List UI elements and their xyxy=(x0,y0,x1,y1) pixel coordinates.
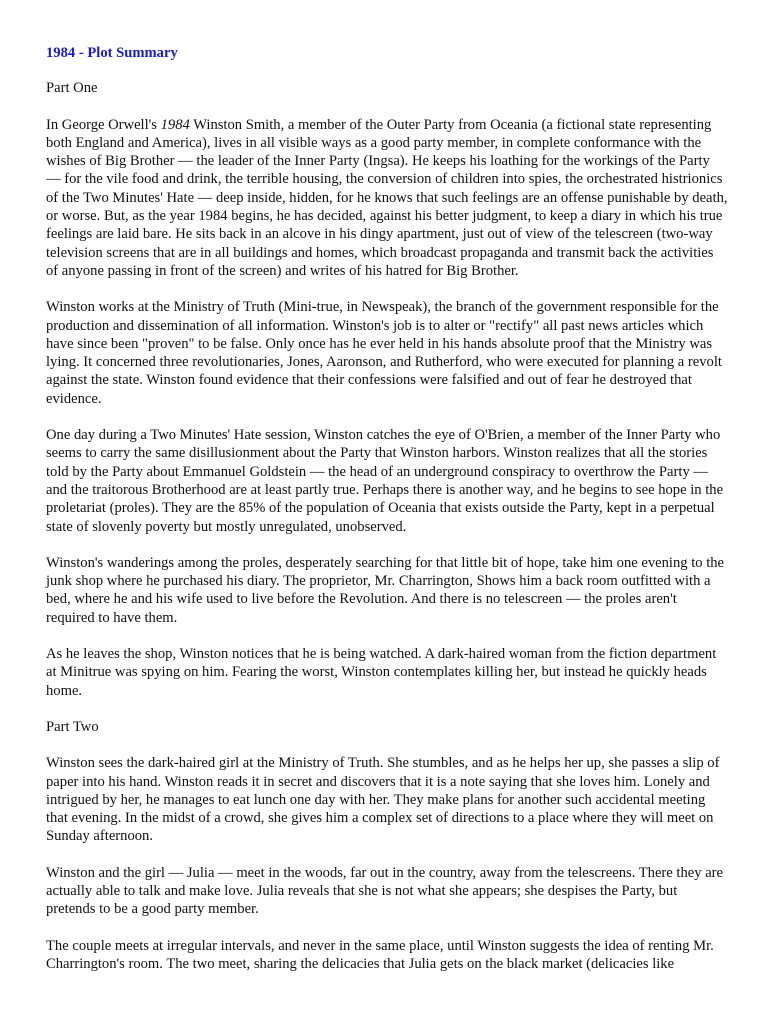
part-one-paragraph-3: One day during a Two Minutes' Hate session, Winston catches the eye of O'Brien, a member of the Inner Party who seems to carry the same disillusionment about the Party that Winston harbors. Winston realizes that all the stories told by the Party about Emmanuel Goldstein — the head of an underground conspiracy to overthrow the Party — and the traitorous Brotherhood are at least partly true. Perhaps there is another way, and he begins to see hope in the proletariat (proles). They are the 85% of the population of Oceania that exists outside the Party, kept in a perpetual state of slovenly poverty but mostly unregulated, unobserved. xyxy=(46,427,724,535)
part-two-paragraph-2: Winston and the girl — Julia — meet in the woods, far out in the country, away from the telescreens. There they are actually able to talk and make love. Julia reveals that she is not what she appears; she despises the Party, but pretends to be a good party member. xyxy=(46,864,724,918)
part-one-heading: Part One xyxy=(46,80,98,97)
part-one-paragraph-4: Winston's wanderings among the proles, desperately searching for that little bit of hope, take him one evening to the junk shop where he purchased his diary. The proprietor, Mr. Charrington, Shows him a back room outfitted with a bed, where he and his wife used to live before the Revolution. And there is no telescreen — the proles aren't required to have them. xyxy=(46,554,725,626)
paragraph-text: In George Orwell's xyxy=(46,116,161,133)
book-title: 1984 xyxy=(160,116,190,133)
paragraph-text: Winston Smith, a member of the Outer Party from Oceania (a fictional state representing both England and America), lives in all visible ways as a good party member, in complete conformance with the wishes of Big Brother — the leader of the Inner Party (Ingsa). He keeps his loathing for the workings of the Party — for the vile food and drink, the terrible housing, the conversion of children into spies, the orchestrated histrionics of the Two Minutes' Hate — deep inside, hidden, for he knows that such feelings are an offense punishable by death, or worse. But, as the year 1984 begins, he has decided, against his better judgment, to keep a diary in which his true feelings are laid bare. He sits back in an alcove in his dingy apartment, just out of view of the telescreen (two-way television screens that are in all buildings and homes, which broadcast propaganda and transmit back the activities of anyone passing in front of the screen) and writes of his hatred for Big Brother. xyxy=(46,116,728,279)
part-two-heading: Part Two xyxy=(46,718,99,735)
part-one-paragraph-2: Winston works at the Ministry of Truth (Mini-true, in Newspeak), the branch of the government responsible for the production and dissemination of all information. Winston's job is to alter or "rectify" all past news articles which have since been "proven" to be false. Only once has he ever held in his hands absolute proof that the Ministry was lying. It concerned three revolutionaries, Jones, Aaronson, and Rutherford, who were executed for planning a revolt against the state. Winston found evidence that their confessions were falsified and out of fear he destroyed that evidence. xyxy=(46,299,722,407)
document-page xyxy=(46,44,728,991)
document-title: 1984 - Plot Summary xyxy=(46,45,178,61)
part-one-paragraph-1 xyxy=(46,116,728,281)
part-one-paragraph-5: As he leaves the shop, Winston notices that he is being watched. A dark-haired woman from the fiction department at Minitrue was spying on him. Fearing the worst, Winston contemplates killing her, but instead he quickly heads home. xyxy=(46,646,717,699)
part-two-paragraph-3: The couple meets at irregular intervals, and never in the same place, until Winston suggests the idea of renting Mr. Charrington's room. The two meet, sharing the delicacies that Julia gets on the black market (delicacies like xyxy=(46,937,714,972)
part-two-paragraph-1: Winston sees the dark-haired girl at the Ministry of Truth. She stumbles, and as he helps her up, she passes a slip of paper into his hand. Winston reads it in secret and discovers that it is a note saying that she loves him. Lonely and intrigued by her, he manages to eat lunch one day with her. They make plans for another such accidental meeting that evening. In the midst of a crowd, she gives him a complex set of directions to a place where they will meet on Sunday afternoon. xyxy=(46,755,720,845)
